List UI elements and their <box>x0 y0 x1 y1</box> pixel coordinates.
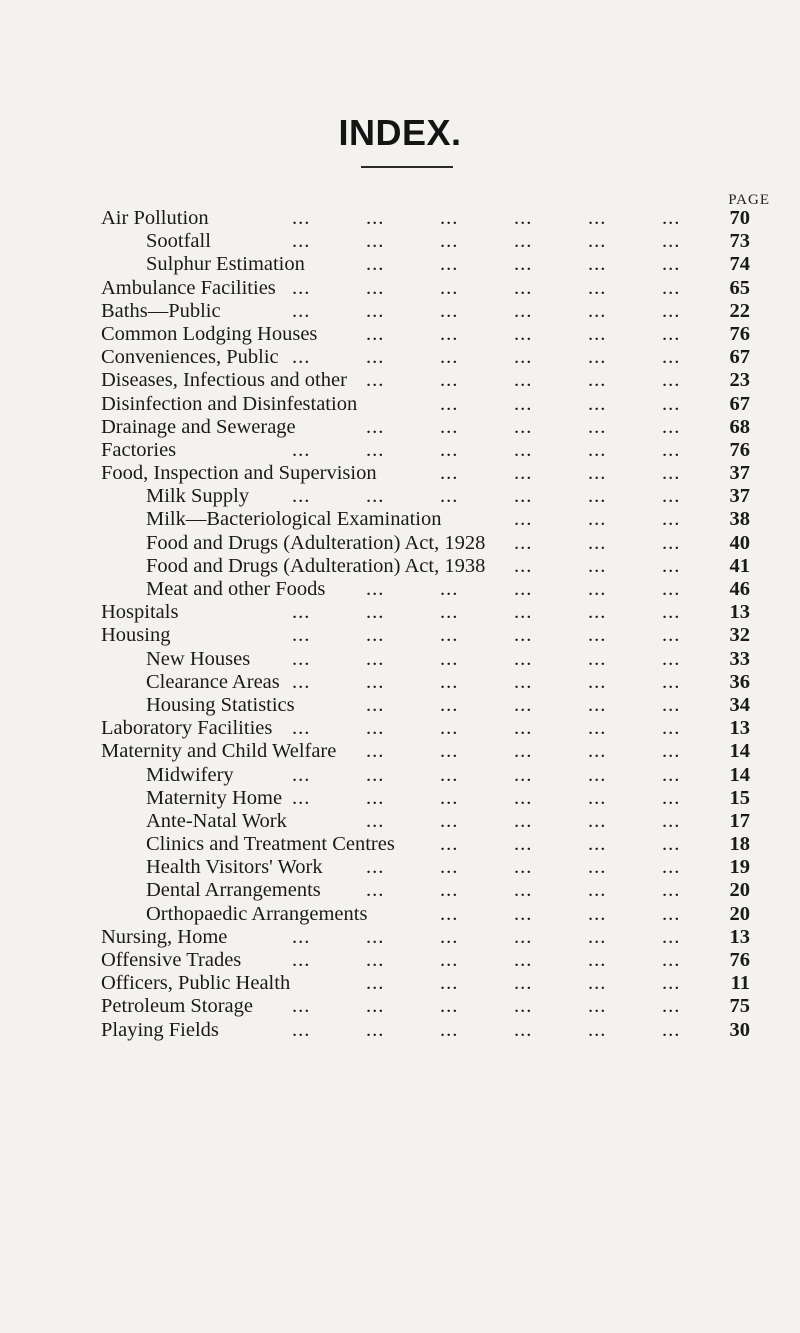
entry-page-number: 22 <box>729 299 750 322</box>
index-entry: Milk—Bacteriological Examination ... ... ... 38 <box>146 508 750 531</box>
entry-page-number: 30 <box>729 1018 750 1041</box>
entry-page-number: 11 <box>730 972 750 995</box>
index-entry: Housing Statistics ... ... ... ... ... 34 <box>146 693 750 716</box>
index-entry: Sootfall ... ... ... ... ... ... 73 <box>146 230 750 253</box>
index-entry: Laboratory Facilities ... ... ... ... ... ... 13 <box>101 717 750 740</box>
entry-label: Clinics and Treatment Centres <box>146 833 395 856</box>
entry-page-number: 67 <box>729 392 750 415</box>
entry-label: Dental Arrangements <box>146 879 321 902</box>
entry-label: Conveniences, Public <box>101 346 279 369</box>
index-entry: Maternity and Child Welfare ... ... ... ... ... 14 <box>101 740 750 763</box>
index-entry: Midwifery ... ... ... ... ... ... 14 <box>146 763 750 786</box>
entry-label: Baths—Public <box>101 299 221 322</box>
index-entry: Conveniences, Public ... ... ... ... ... ... 67 <box>101 346 750 369</box>
entry-page-number: 37 <box>729 485 750 508</box>
entry-page-number: 75 <box>729 995 750 1018</box>
entry-label: Meat and other Foods <box>146 578 326 600</box>
entry-page-number: 23 <box>729 369 750 392</box>
index-entry: Milk Supply ... ... ... ... ... ... 37 <box>146 485 750 508</box>
entry-label: Disinfection and Disinfestation <box>101 392 358 415</box>
index-entries <box>0 207 800 1042</box>
index-entry: Dental Arrangements ... ... ... ... ... 20 <box>146 879 750 902</box>
entry-label: Sulphur Estimation <box>146 253 305 276</box>
entry-page-number: 67 <box>729 346 750 369</box>
entry-label: Milk—Bacteriological Examination <box>146 508 442 531</box>
entry-label: Midwifery <box>146 763 234 786</box>
entry-page-number: 37 <box>729 462 750 485</box>
index-entry: Common Lodging Houses ... ... ... ... ... 76 <box>101 322 750 345</box>
entry-label: Food and Drugs (Adulteration) Act, 1938 <box>146 554 486 577</box>
entry-label: Food, Inspection and Supervision <box>101 462 377 485</box>
entry-label: Clearance Areas <box>146 670 280 693</box>
index-entry: Ante-Natal Work ... ... ... ... ... 17 <box>146 809 750 832</box>
entry-page-number: 38 <box>729 508 750 531</box>
entry-label: Nursing, Home <box>101 925 228 948</box>
entry-label: Diseases, Infectious and other <box>101 369 347 392</box>
index-entry: Playing Fields ... ... ... ... ... ... 30 <box>101 1018 750 1041</box>
index-entry: Disinfection and Disinfestation ... ... ... ... 67 <box>101 392 750 415</box>
entry-page-number: 70 <box>729 207 750 229</box>
entry-page-number: 65 <box>729 276 750 299</box>
entry-label: Maternity and Child Welfare <box>101 740 337 763</box>
entry-page-number: 13 <box>729 601 750 624</box>
entry-label: Officers, Public Health <box>101 972 291 995</box>
index-entry: Petroleum Storage ... ... ... ... ... ... 75 <box>101 995 750 1018</box>
title-rule <box>361 166 453 168</box>
entry-page-number: 18 <box>729 833 750 856</box>
entry-page-number: 40 <box>729 531 750 554</box>
entry-page-number: 32 <box>729 624 750 647</box>
entry-label: Ante-Natal Work <box>146 809 287 832</box>
entry-label: Ambulance Facilities <box>101 276 276 299</box>
entry-label: Housing <box>101 624 171 647</box>
index-entry: Baths—Public ... ... ... ... ... ... 22 <box>101 299 750 322</box>
index-entry: Ambulance Facilities ... ... ... ... ... ... 65 <box>101 276 750 299</box>
entry-page-number: 36 <box>729 670 750 693</box>
index-entry: Health Visitors' Work ... ... ... ... ... 19 <box>146 856 750 879</box>
index-entry: Food and Drugs (Adulteration) Act, 1938 ... ... ... 41 <box>146 554 750 577</box>
index-entry: Maternity Home ... ... ... ... ... ... 15 <box>146 786 750 809</box>
index-entry: Food, Inspection and Supervision ... ... ... ... 37 <box>101 462 750 485</box>
index-entry: Officers, Public Health ... ... ... ... ... 11 <box>101 972 750 995</box>
entry-page-number: 68 <box>729 415 750 438</box>
entry-page-number: 14 <box>729 763 750 786</box>
entry-page-number: 20 <box>729 902 750 925</box>
index-entry: Offensive Trades ... ... ... ... ... ... 76 <box>101 949 750 971</box>
entry-page-number: 76 <box>729 949 750 971</box>
entry-page-number: 14 <box>729 740 750 763</box>
entry-page-number: 13 <box>729 925 750 948</box>
index-entry: Clearance Areas ... ... ... ... ... ... 36 <box>146 670 750 693</box>
entry-page-number: 20 <box>729 879 750 902</box>
entry-page-number: 46 <box>729 578 750 600</box>
entry-label: Common Lodging Houses <box>101 322 318 345</box>
index-entry: Nursing, Home ... ... ... ... ... ... 13 <box>101 925 750 948</box>
entry-label: Food and Drugs (Adulteration) Act, 1928 <box>146 531 486 554</box>
entry-page-number: 33 <box>729 647 750 670</box>
entry-label: Orthopaedic Arrangements <box>146 902 368 925</box>
entry-label: Hospitals <box>101 601 179 624</box>
index-entry: Housing ... ... ... ... ... ... 32 <box>101 624 750 647</box>
index-entry: Clinics and Treatment Centres ... ... ... ... 18 <box>146 833 750 856</box>
entry-label: New Houses <box>146 647 251 670</box>
index-entry: Diseases, Infectious and other ... ... ... ... ... 23 <box>101 369 750 392</box>
entry-label: Housing Statistics <box>146 693 295 716</box>
entry-page-number: 15 <box>729 786 750 809</box>
entry-label: Air Pollution <box>101 207 209 229</box>
index-entry: Food and Drugs (Adulteration) Act, 1928 ... ... ... 40 <box>146 531 750 554</box>
page-column-header: PAGE <box>728 192 770 208</box>
entry-page-number: 73 <box>729 230 750 253</box>
entry-label: Petroleum Storage <box>101 995 254 1018</box>
entry-label: Milk Supply <box>146 485 250 508</box>
index-entry: Air Pollution ... ... ... ... ... ... 70 <box>101 207 750 229</box>
index-entry: New Houses ... ... ... ... ... ... 33 <box>146 647 750 670</box>
entry-page-number: 19 <box>729 856 750 879</box>
index-entry: Meat and other Foods ... ... ... ... ... 46 <box>146 578 750 600</box>
index-entry: Factories ... ... ... ... ... ... 76 <box>101 438 750 461</box>
entry-label: Offensive Trades <box>101 949 242 971</box>
entry-page-number: 76 <box>729 322 750 345</box>
index-entry: Drainage and Sewerage ... ... ... ... ... 68 <box>101 415 750 438</box>
entry-page-number: 74 <box>729 253 750 276</box>
entry-page-number: 17 <box>729 809 750 832</box>
index-entry: Sulphur Estimation ... ... ... ... ... 74 <box>146 253 750 276</box>
page-title: INDEX. <box>338 112 462 153</box>
entry-label: Health Visitors' Work <box>146 856 323 879</box>
index-entry: Hospitals ... ... ... ... ... ... 13 <box>101 601 750 624</box>
entry-label: Factories <box>101 438 177 461</box>
entry-page-number: 76 <box>729 438 750 461</box>
entry-label: Drainage and Sewerage <box>101 415 296 438</box>
entry-label: Sootfall <box>146 230 211 253</box>
entry-page-number: 13 <box>729 717 750 740</box>
entry-label: Maternity Home <box>146 786 283 809</box>
entry-page-number: 34 <box>729 693 750 716</box>
entry-page-number: 41 <box>729 554 750 577</box>
entry-label: Laboratory Facilities <box>101 717 273 740</box>
index-entry: Orthopaedic Arrangements ... ... ... ... 20 <box>146 902 750 925</box>
entry-label: Playing Fields <box>101 1018 219 1041</box>
